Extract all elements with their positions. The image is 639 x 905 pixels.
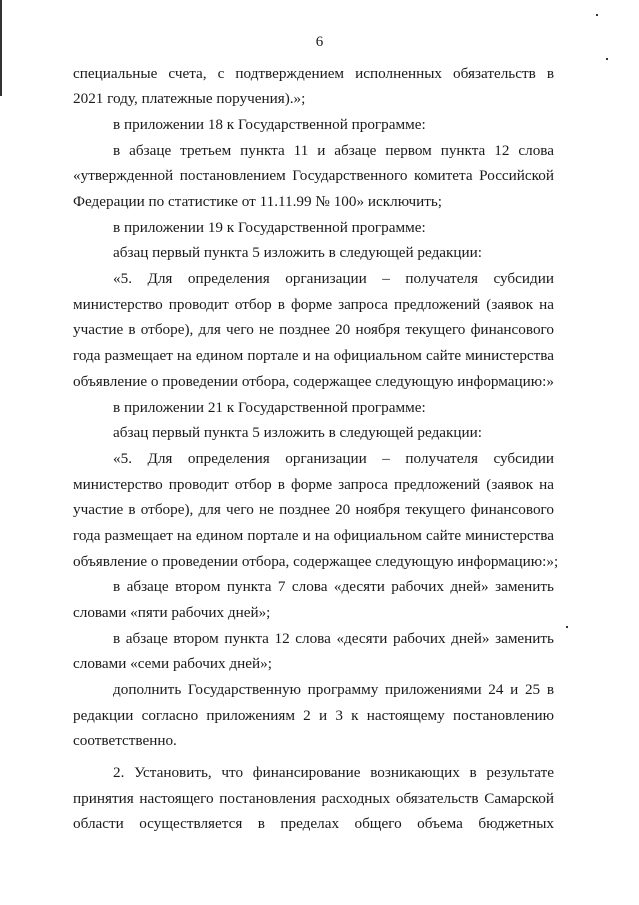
text-line: года размещает на едином портале и на официальном сайте министерства [73,347,554,364]
text-line: «утвержденной постановлением Государственного комитета Российской [73,167,554,184]
text-line: соответственно. [73,732,177,749]
text-line: дополнить Государственную программу приложениями 24 и 25 в [113,681,554,698]
scan-speck [566,626,568,628]
text-line: в приложении 19 к Государственной программе: [113,219,426,236]
text-line: области осуществляется в пределах общего объема бюджетных [73,815,554,832]
text-line: в приложении 21 к Государственной программе: [113,399,426,416]
text-line: редакции согласно приложениям 2 и 3 к настоящему постановлению [73,707,554,724]
text-line: министерство проводит отбор в форме запроса предложений (заявок на [73,476,554,493]
text-line: года размещает на едином портале и на официальном сайте министерства [73,527,554,544]
text-line: министерство проводит отбор в форме запроса предложений (заявок на [73,296,554,313]
text-line: абзац первый пункта 5 изложить в следующей редакции: [113,424,483,441]
text-line: Федерации по статистике от 11.11.99 № 100» исключить; [73,193,443,210]
page-number: 6 [315,34,324,50]
text-line: словами «семи рабочих дней»; [73,655,272,672]
text-line: 2021 году, платежные поручения).»; [73,90,306,107]
text-line: участие в отборе), для чего не позднее 20 ноября текущего финансового [73,501,554,518]
text-line: участие в отборе), для чего не позднее 20 ноября текущего финансового [73,321,554,338]
scan-speck [596,14,598,16]
text-line: принятия настоящего постановления расходных обязательств Самарской [73,790,554,807]
text-line: в абзаце втором пункта 12 слова «десяти рабочих дней» заменить [113,630,554,647]
text-line: абзац первый пункта 5 изложить в следующей редакции: [113,244,483,261]
text-line: «5. Для определения организации – получателя субсидии [113,450,554,467]
scan-speck [606,58,608,60]
text-line: в абзаце третьем пункта 11 и абзаце первом пункта 12 слова [113,142,554,159]
text-line: 2. Установить, что финансирование возникающих в результате [113,764,554,781]
scan-edge-mark [0,0,2,96]
text-line: «5. Для определения организации – получателя субсидии [113,270,554,287]
text-line: специальные счета, с подтверждением исполненных обязательств в [73,65,554,82]
text-line: объявление о проведении отбора, содержащее следующую информацию:»; [73,553,559,570]
text-line: в приложении 18 к Государственной программе: [113,116,426,133]
text-line: объявление о проведении отбора, содержащее следующую информацию:» [73,373,554,390]
text-line: словами «пяти рабочих дней»; [73,604,271,621]
text-line: в абзаце втором пункта 7 слова «десяти рабочих дней» заменить [113,578,554,595]
